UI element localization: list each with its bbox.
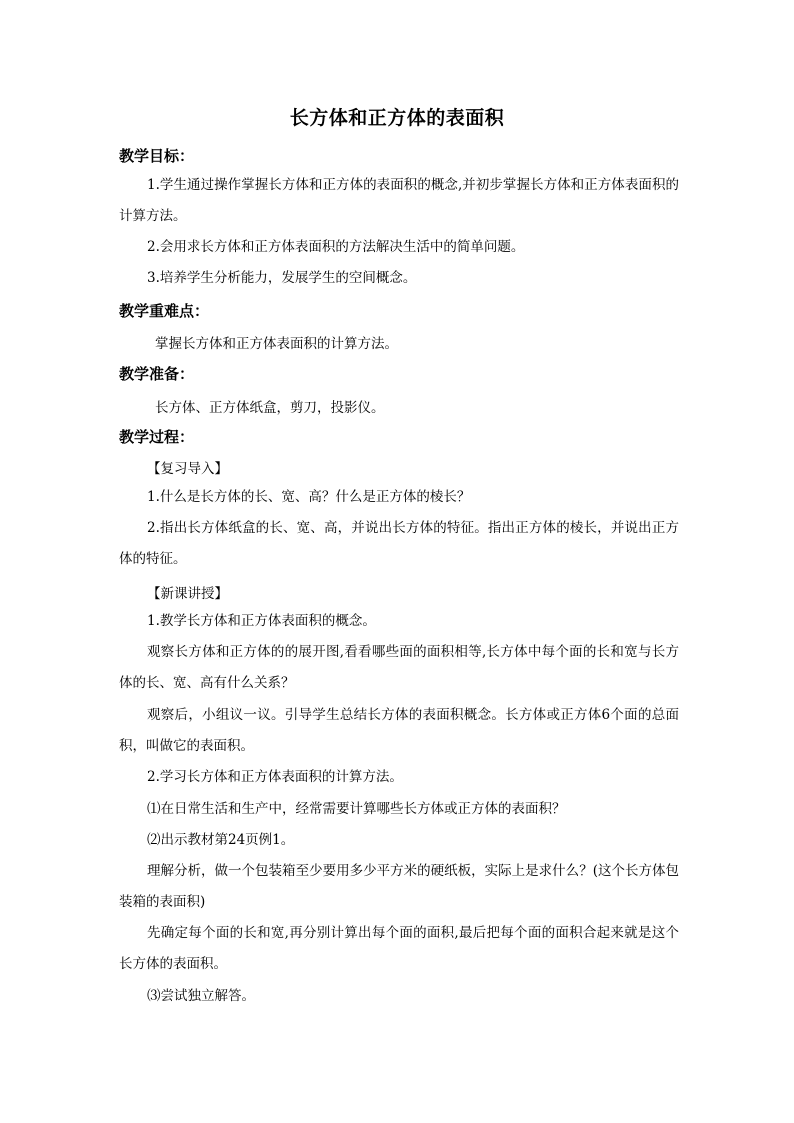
review-item-2: 2.指出长方体纸盒的长、宽、高，并说出长方体的特征。指出正方体的棱长，并说出正方体的特征。 <box>119 520 679 567</box>
preparation-text: 长方体、正方体纸盒，剪刀，投影仪。 <box>155 400 385 416</box>
new-item-5: ⑴在日常生活和生产中，经常需要计算哪些长方体或正方体的表面积？ <box>147 801 566 817</box>
heading-preparation: 教学准备： <box>119 365 195 383</box>
heading-objectives: 教学目标： <box>119 147 195 165</box>
new-lesson-label: 【新课讲授】 <box>147 586 228 602</box>
new-item-2: 观察长方体和正方体的的展开图,看看哪些面的面积相等,长方体中每个面的长和宽与长方体的长、宽、高有什么关系？ <box>119 644 679 691</box>
new-item-7: 理解分析，做一个包装箱至少要用多少平方米的硬纸板，实际上是求什么？(这个长方体包装箱的表面积) <box>119 863 680 910</box>
review-label: 【复习导入】 <box>147 461 228 477</box>
new-item-3: 观察后，小组议一议。引导学生总结长方体的表面积概念。长方体或正方体6个面的总面积，叫做它的表面积。 <box>119 707 679 754</box>
heading-process: 教学过程： <box>119 428 195 446</box>
objective-item-1: 1.学生通过操作掌握长方体和正方体的表面积的概念,并初步掌握长方体和正方体表面积的计算方法。 <box>119 177 679 224</box>
heading-key-points: 教学重难点： <box>119 302 210 320</box>
page-title: 长方体和正方体的表面积 <box>289 107 505 129</box>
new-item-1: 1.教学长方体和正方体表面积的概念。 <box>147 613 376 629</box>
new-item-4: 2.学习长方体和正方体表面积的计算方法。 <box>147 769 403 785</box>
new-item-9: ⑶尝试独立解答。 <box>147 988 255 1004</box>
objective-item-2: 2.会用求长方体和正方体表面积的方法解决生活中的简单问题。 <box>147 239 525 255</box>
new-item-8: 先确定每个面的长和宽,再分别计算出每个面的面积,最后把每个面的面积合起来就是这个长方体的表面积。 <box>119 925 679 972</box>
key-points-text: 掌握长方体和正方体表面积的计算方法。 <box>155 336 398 352</box>
new-item-6: ⑵出示教材第24页例1。 <box>147 832 295 848</box>
objective-item-3: 3.培养学生分析能力，发展学生的空间概念。 <box>147 270 417 286</box>
review-item-1: 1.什么是长方体的长、宽、高？什么是正方体的棱长？ <box>147 489 471 505</box>
